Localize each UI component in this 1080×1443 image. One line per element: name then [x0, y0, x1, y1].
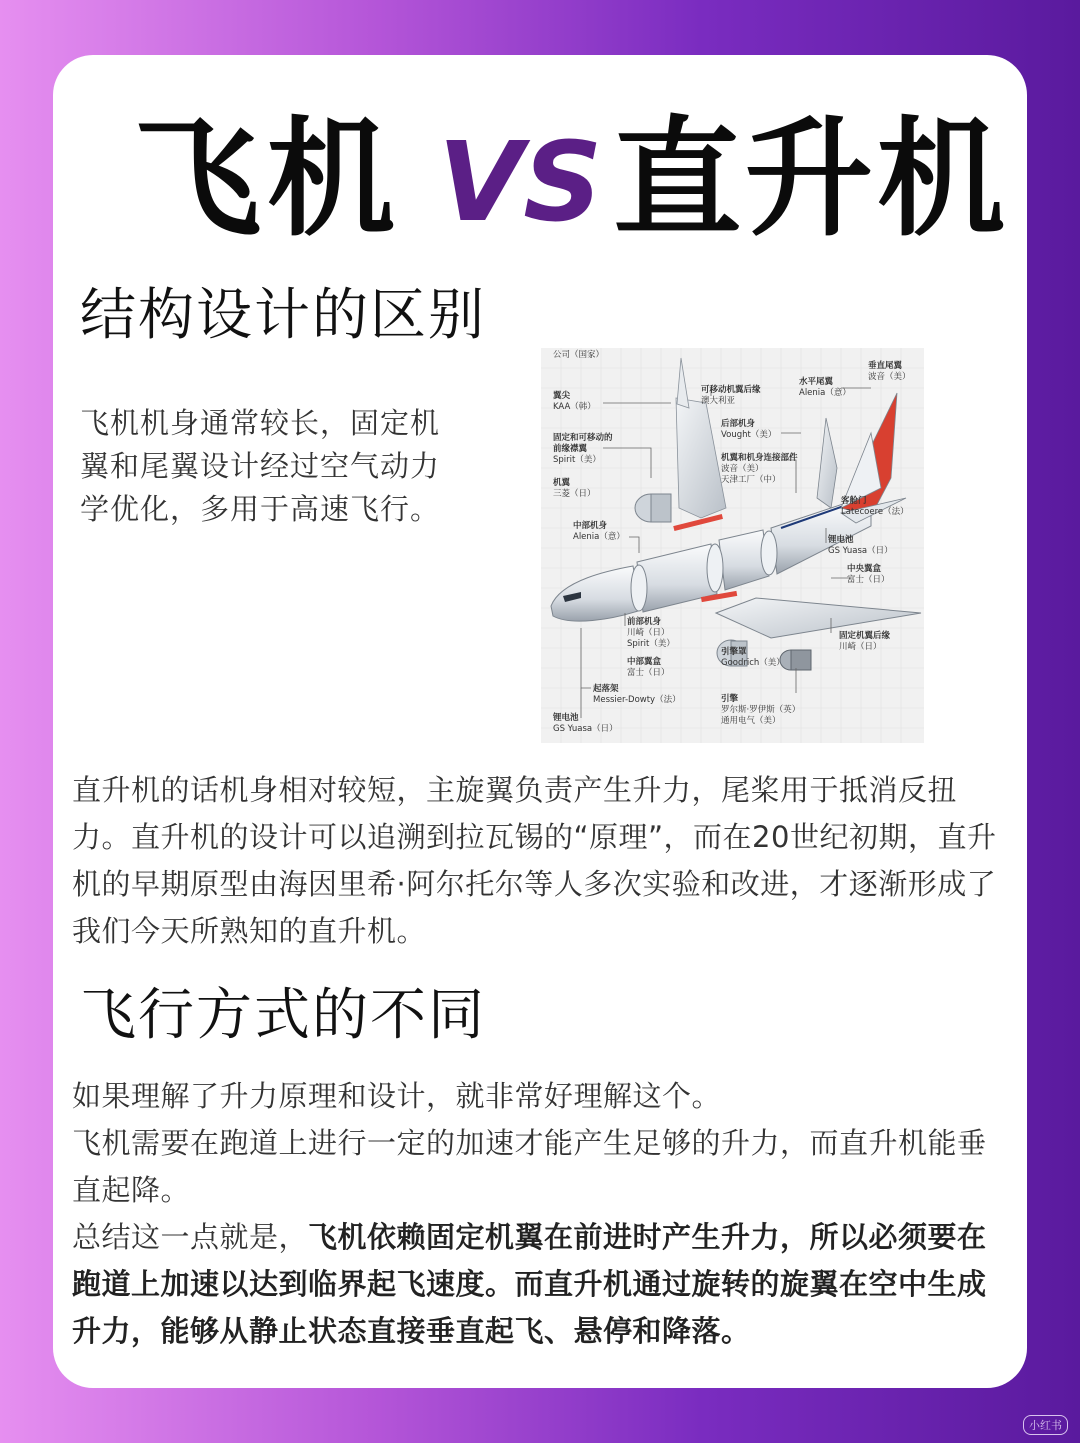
label-engine-title: 引擎	[721, 694, 739, 704]
label-forward-fuselage-title: 前部机身	[627, 617, 662, 627]
label-join-company2: 天津工厂（中）	[721, 475, 781, 485]
label-fixed-movable-company: Spirit（美）	[553, 455, 601, 465]
label-center-wingbox-company: 富士（日）	[627, 668, 670, 678]
label-wing-company: 三菱（日）	[553, 489, 596, 499]
diagram-corner-label: 公司（国家）	[553, 350, 605, 360]
label-aft-fuselage-title: 后部机身	[721, 419, 756, 429]
section1-intro: 飞机机身通常较长，固定机翼和尾翼设计经过空气动力学优化，多用于高速飞行。	[80, 406, 441, 526]
label-join-company1: 波音（美）	[721, 464, 764, 474]
label-wing-title: 机翼	[553, 478, 571, 488]
section2-p3-bold: 飞机依赖固定机翼在前进时产生升力，所以必须要在跑道上加速以达到临界起飞速度。而直升机通过旋转的旋翼在空中生成升力，能够从静止状态直接垂直起飞、悬停和降落。	[72, 1220, 987, 1348]
label-central-wingbox-title: 中央翼盒	[847, 564, 882, 574]
title-vs: VS	[438, 118, 603, 246]
label-landing-gear-title: 起落架	[593, 684, 619, 694]
content-card	[53, 55, 1027, 1388]
diagram-left-wing	[635, 358, 726, 531]
label-fixed-trailing-company: 川崎（日）	[839, 642, 882, 652]
label-vertical-tail-title: 垂直尾翼	[868, 361, 903, 371]
section1-body: 直升机的话机身相对较短，主旋翼负责产生升力，尾桨用于抵消反扭力。直升机的设计可以追溯到拉瓦锡的“原理”，而在20世纪初期，直升机的早期原型由海因里希·阿尔托尔等人多次实验和改进，才逐渐形成了我们今天所熟知的直升机。	[72, 773, 997, 948]
label-horizontal-tail-title: 水平尾翼	[799, 377, 834, 387]
airplane-parts-diagram	[541, 348, 924, 743]
label-passenger-door-title: 客舱门	[841, 496, 867, 506]
label-movable-trailing-company: 澳大利亚	[701, 396, 736, 406]
label-center-fuselage-company: Alenia（意）	[573, 532, 625, 542]
label-fixed-trailing-title: 固定机翼后缘	[839, 631, 891, 641]
label-center-wingbox-title: 中部翼盒	[627, 657, 662, 667]
label-battery-right-company: GS Yuasa（日）	[828, 546, 893, 556]
label-wingtip-company: KAA（韩）	[553, 402, 596, 412]
label-engine-company2: 通用电气（美）	[721, 716, 781, 726]
section2-p3-plain: 总结这一点就是，	[72, 1220, 309, 1254]
section1-heading: 结构设计的区别	[80, 283, 486, 348]
label-horizontal-tail-company: Alenia（意）	[799, 388, 851, 398]
label-battery-left-title: 锂电池	[553, 713, 579, 723]
label-join-title: 机翼和机身连接部件	[721, 453, 798, 463]
label-passenger-door-company: Latecoere（法）	[841, 507, 909, 517]
label-center-fuselage-title: 中部机身	[573, 521, 608, 531]
page-title	[53, 105, 1027, 255]
label-vertical-tail-company: 波音（美）	[868, 372, 911, 382]
label-battery-left-company: GS Yuasa（日）	[553, 724, 618, 734]
label-engine-company1: 罗尔斯·罗伊斯（英）	[721, 705, 801, 715]
label-forward-fuselage-company2: Spirit（美）	[627, 639, 675, 649]
section2-p2: 飞机需要在跑道上进行一定的加速才能产生足够的升力，而直升机能垂直起降。	[72, 1126, 987, 1207]
label-aft-fuselage-company: Vought（美）	[721, 430, 777, 440]
label-forward-fuselage-company1: 川崎（日）	[627, 628, 670, 638]
label-nacelle-company: Goodrich（美）	[721, 658, 785, 668]
label-nacelle-title: 引擎罩	[721, 647, 747, 657]
title-airplane: 飞机	[133, 105, 402, 254]
section2-p3	[72, 1214, 1012, 1355]
label-wingtip-title: 翼尖	[553, 391, 571, 401]
label-movable-trailing-title: 可移动机翼后缘	[701, 385, 761, 395]
label-landing-gear-company: Messier-Dowty（法）	[593, 695, 681, 705]
label-central-wingbox-company: 富士（日）	[847, 575, 890, 585]
label-fixed-movable-sub: 前缘襟翼	[553, 444, 588, 454]
section2-p1: 如果理解了升力原理和设计，就非常好理解这个。	[72, 1079, 722, 1113]
section2-text	[72, 1073, 1012, 1355]
label-battery-right-title: 锂电池	[828, 535, 854, 545]
watermark: 小红书	[1023, 1415, 1068, 1435]
label-fixed-movable-title: 固定和可移动的	[553, 433, 613, 443]
section2-heading: 飞行方式的不同	[80, 983, 486, 1048]
title-helicopter: 直升机	[613, 105, 1010, 254]
